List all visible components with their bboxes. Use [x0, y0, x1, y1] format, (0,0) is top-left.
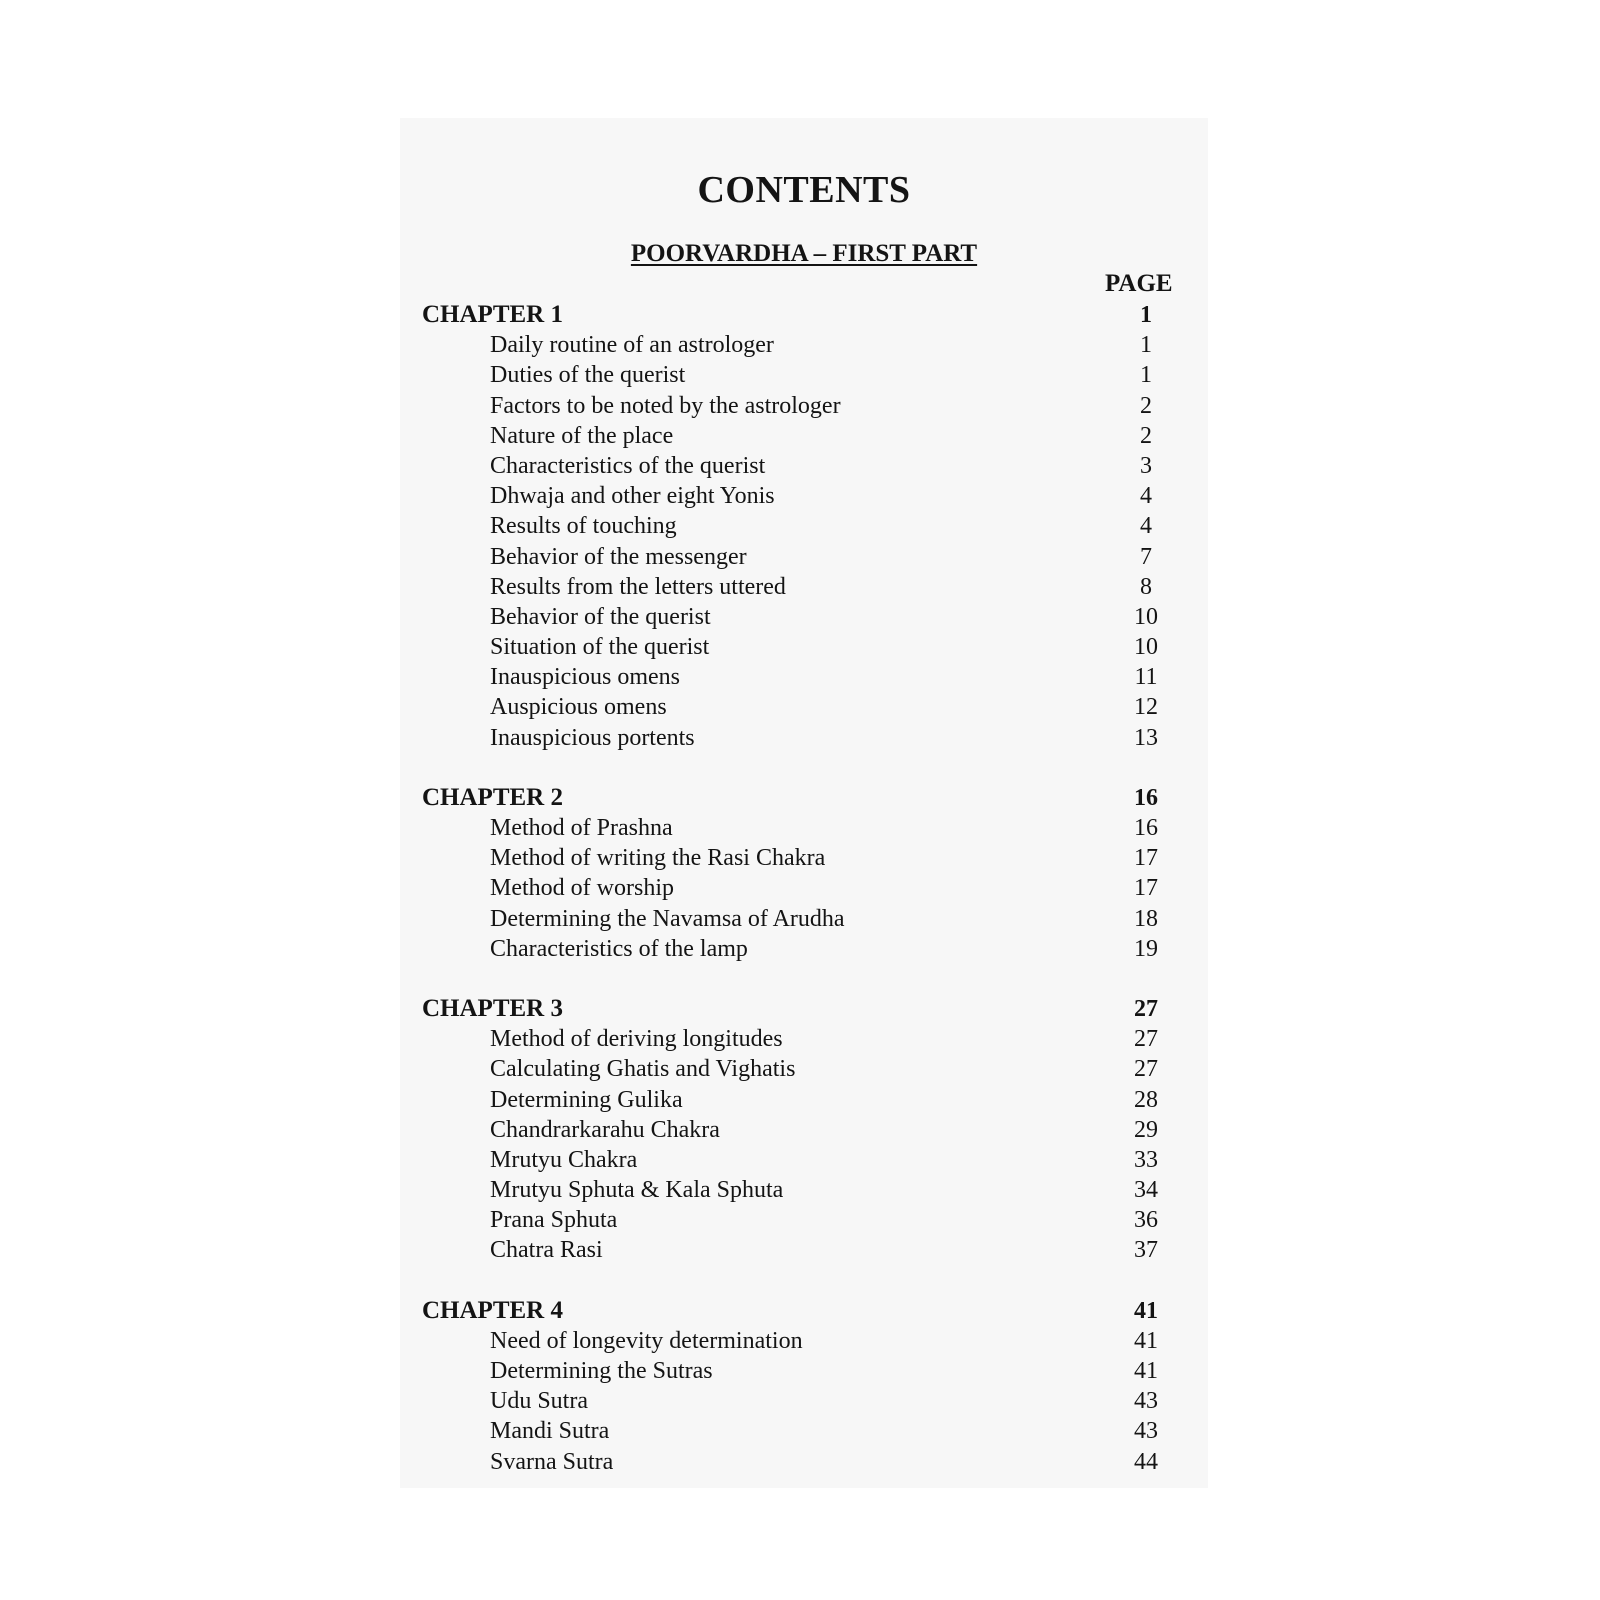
- toc-entry-row: [422, 632, 1176, 662]
- toc-entry-row: [422, 843, 1176, 873]
- toc-entry-title: Situation of the querist: [490, 634, 710, 661]
- toc-entry-title: Method of worship: [490, 875, 674, 902]
- toc-entry-row: [422, 904, 1176, 934]
- chapter-page-number: 16: [1134, 784, 1158, 811]
- toc-entry-row: [422, 934, 1176, 964]
- page-title: CONTENTS: [697, 169, 911, 211]
- chapter-section: [422, 783, 1176, 964]
- toc-entry-title: Results of touching: [490, 513, 677, 540]
- toc-entry-title: Inauspicious portents: [490, 724, 695, 751]
- chapter-heading-row: [422, 1296, 1176, 1326]
- toc-entry-title: Nature of the place: [490, 422, 674, 449]
- toc-entry-title: Prana Sphuta: [490, 1207, 618, 1234]
- chapter-heading-row: [422, 300, 1176, 330]
- toc-entry-title: Udu Sutra: [490, 1388, 588, 1415]
- toc-entry-row: [422, 391, 1176, 421]
- toc-entry-title: Need of longevity determination: [490, 1327, 803, 1354]
- toc-entry-page-number: 29: [1134, 1116, 1158, 1143]
- toc-entry-title: Determining Gulika: [490, 1086, 683, 1113]
- toc-entry-row: [422, 481, 1176, 511]
- toc-entry-row: [422, 1447, 1176, 1477]
- toc-entry-row: [422, 1054, 1176, 1084]
- toc-entry-page-number: 7: [1140, 543, 1152, 570]
- chapter-page-number: 27: [1134, 995, 1158, 1022]
- toc-entry-title: Determining the Sutras: [490, 1358, 713, 1384]
- page-column-header: PAGE: [1105, 270, 1173, 297]
- toc-entry-title: Chandrarkarahu Chakra: [490, 1116, 720, 1143]
- toc-entry-page-number: 4: [1140, 513, 1152, 540]
- toc-entry-row: [422, 692, 1176, 722]
- toc-entry-title: Calculating Ghatis and Vighatis: [490, 1056, 796, 1083]
- table-of-contents: [422, 300, 1176, 1477]
- toc-entry-title: Behavior of the querist: [490, 603, 711, 630]
- toc-entry-title: Method of writing the Rasi Chakra: [490, 845, 826, 872]
- chapter-heading-row: [422, 783, 1176, 813]
- toc-entry-page-number: 34: [1134, 1177, 1158, 1204]
- toc-entry-page-number: 2: [1140, 392, 1152, 419]
- toc-entry-row: [422, 1145, 1176, 1175]
- toc-entry-row: [422, 1416, 1176, 1446]
- toc-entry-title: Chatra Rasi: [490, 1237, 603, 1264]
- toc-entry-title: Characteristics of the lamp: [490, 935, 748, 962]
- toc-entry-row: [422, 813, 1176, 843]
- toc-entry-title: Characteristics of the querist: [490, 452, 766, 479]
- toc-entry-row: [422, 723, 1176, 753]
- toc-entry-row: [422, 360, 1176, 390]
- toc-entry-page-number: 8: [1140, 573, 1152, 600]
- toc-entry-title: Mrutyu Chakra: [490, 1146, 638, 1173]
- toc-entry-title: Factors to be noted by the astrologer: [490, 392, 841, 419]
- toc-entry-page-number: 19: [1134, 935, 1158, 962]
- toc-entry-row: [422, 873, 1176, 903]
- toc-entry-row: [422, 1205, 1176, 1235]
- toc-entry-page-number: 3: [1140, 452, 1152, 479]
- toc-entry-page-number: 4: [1140, 483, 1152, 510]
- chapter-page-number: 41: [1134, 1297, 1158, 1324]
- toc-entry-page-number: 43: [1134, 1388, 1158, 1415]
- toc-entry-page-number: 33: [1134, 1146, 1158, 1173]
- toc-entry-page-number: 12: [1134, 694, 1158, 721]
- toc-entry-page-number: 16: [1134, 815, 1158, 841]
- toc-entry-title: Dhwaja and other eight Yonis: [490, 483, 775, 510]
- toc-entry-title: Determining the Navamsa of Arudha: [490, 905, 845, 932]
- part-title: POORVARDHA – FIRST PART: [630, 240, 978, 267]
- document-page: [400, 118, 1208, 1488]
- chapter-heading: CHAPTER 3: [422, 994, 563, 1022]
- toc-entry-row: [422, 421, 1176, 451]
- chapter-heading: CHAPTER 1: [422, 301, 563, 328]
- chapter-section: [422, 1296, 1176, 1477]
- toc-entry-page-number: 10: [1134, 634, 1158, 661]
- toc-entry-page-number: 2: [1140, 422, 1152, 449]
- toc-entry-title: Duties of the querist: [490, 362, 686, 389]
- toc-entry-page-number: 44: [1134, 1448, 1158, 1475]
- toc-entry-title: Behavior of the messenger: [490, 543, 747, 570]
- toc-entry-row: [422, 662, 1176, 692]
- chapter-page-number: 1: [1140, 302, 1152, 328]
- toc-entry-row: [422, 1386, 1176, 1416]
- toc-entry-page-number: 13: [1134, 724, 1158, 751]
- toc-entry-page-number: 41: [1134, 1358, 1158, 1384]
- toc-entry-row: [422, 1326, 1176, 1356]
- chapter-heading-row: [422, 994, 1176, 1024]
- toc-entry-page-number: 11: [1134, 664, 1158, 691]
- toc-entry-row: [422, 330, 1176, 360]
- toc-entry-title: Results from the letters uttered: [490, 573, 786, 600]
- toc-entry-page-number: 27: [1134, 1056, 1158, 1083]
- toc-entry-page-number: 43: [1134, 1418, 1158, 1445]
- toc-entry-page-number: 17: [1134, 875, 1158, 902]
- toc-entry-title: Auspicious omens: [490, 694, 667, 721]
- toc-entry-page-number: 36: [1134, 1207, 1158, 1234]
- toc-entry-row: [422, 542, 1176, 572]
- chapter-section: [422, 300, 1176, 753]
- toc-entry-row: [422, 1024, 1176, 1054]
- toc-entry-title: Inauspicious omens: [490, 664, 680, 691]
- toc-entry-page-number: 18: [1134, 905, 1158, 932]
- toc-entry-row: [422, 602, 1176, 632]
- toc-entry-row: [422, 1175, 1176, 1205]
- toc-entry-page-number: 17: [1134, 845, 1158, 872]
- chapter-heading: CHAPTER 4: [422, 1296, 563, 1324]
- toc-entry-title: Svarna Sutra: [490, 1448, 614, 1475]
- toc-entry-title: Method of deriving longitudes: [490, 1026, 783, 1053]
- toc-entry-page-number: 1: [1140, 332, 1152, 359]
- toc-entry-page-number: 10: [1134, 603, 1158, 630]
- chapter-section: [422, 994, 1176, 1266]
- toc-entry-row: [422, 451, 1176, 481]
- toc-entry-row: [422, 1115, 1176, 1145]
- toc-entry-row: [422, 511, 1176, 541]
- toc-entry-row: [422, 1356, 1176, 1386]
- toc-entry-title: Mandi Sutra: [490, 1418, 610, 1445]
- toc-entry-title: Mrutyu Sphuta & Kala Sphuta: [490, 1177, 784, 1204]
- toc-entry-page-number: 27: [1134, 1026, 1158, 1053]
- toc-entry-page-number: 41: [1134, 1327, 1158, 1354]
- toc-entry-row: [422, 1085, 1176, 1115]
- toc-entry-page-number: 28: [1134, 1086, 1158, 1113]
- toc-entry-title: Method of Prashna: [490, 815, 673, 841]
- toc-entry-row: [422, 572, 1176, 602]
- toc-entry-row: [422, 1235, 1176, 1265]
- chapter-heading: CHAPTER 2: [422, 783, 563, 811]
- toc-entry-title: Daily routine of an astrologer: [490, 332, 774, 359]
- toc-entry-page-number: 37: [1134, 1237, 1158, 1264]
- toc-entry-page-number: 1: [1140, 362, 1152, 389]
